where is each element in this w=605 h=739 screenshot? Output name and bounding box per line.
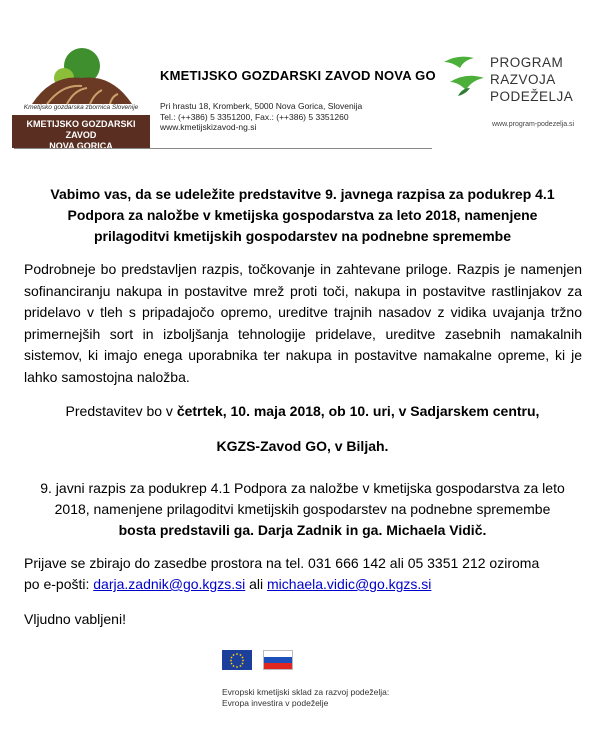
intro-paragraph: Podrobneje bo predstavljen razpis, točkovanje in zahtevane priloge. Razpis je namenjen sofinanciranju nakupa in postavitve mrež proti toči, nakupa in postavitve rastlinjakov za pridelavo v tleh s pripadajočo opremo, ureditve trajnih nasadov z vidika uvajanja tržno primernejših sort in izboljšanja tehnologije pridelave, ureditve zasebnih namakalnih sistemov, ki imajo enega uporabnika ter nakupa in postavitve namakalne opreme, ki je lahko samostojna naložba. <box>24 261 582 385</box>
event-when <box>10 401 595 422</box>
swallow-icon <box>440 48 488 108</box>
website: www.kmetijskizavod-ng.si <box>160 122 257 132</box>
program-title <box>490 54 573 105</box>
registration-line2 <box>24 574 431 595</box>
event-place: KGZS-Zavod GO, v Biljah. <box>216 438 389 454</box>
eu-flag-icon <box>222 650 252 670</box>
footer-line1: Evropski kmetijski sklad za razvoj podeželja: <box>222 687 390 697</box>
phone-fax: Tel.: (++386) 5 3351200, Fax.: (++386) 5 3351260 <box>160 111 349 122</box>
heading-line3: prilagoditvi kmetijskih gospodarstev na podnebne spremembe <box>94 228 511 244</box>
kgzs-logo-graphic <box>12 44 150 104</box>
email-link-darja[interactable]: darja.zadnik@go.kgzs.si <box>93 576 246 592</box>
email-between: ali <box>245 576 268 592</box>
logo-band-line2: NOVA GORICA <box>49 141 113 151</box>
logo-caption: Kmetijsko gozdarska zbornica Slovenije <box>23 104 139 111</box>
event-prefix: Predstavitev bo v <box>65 403 177 419</box>
eafrd-footer <box>222 687 389 709</box>
email-prefix: po e-pošti: <box>24 576 94 592</box>
registration-line1: Prijave se zbirajo do zasedbe prostora na tel. 031 666 142 ali 05 3351 212 oziroma <box>24 555 540 571</box>
invitation-heading <box>40 184 565 247</box>
event-date-place: četrtek, 10. maja 2018, ob 10. uri, v Sadjarskem centru, <box>176 403 540 419</box>
contact-block <box>160 101 362 133</box>
email-link-michaela[interactable]: michaela.vidic@go.kgzs.si <box>267 576 432 592</box>
program-logo <box>440 48 600 138</box>
logo-band-line1: KMETIJSKO GOZDARSKI ZAVOD <box>26 119 136 140</box>
logo-band <box>12 115 150 151</box>
presenters-line3: bosta predstavili ga. Darja Zadnik in ga. Michaela Vidič. <box>118 522 487 538</box>
org-name: KMETIJSKO GOZDARSKI ZAVOD NOVA GO <box>160 68 436 83</box>
footer-line2: Evropa investira v podeželje <box>222 698 329 708</box>
kgzs-logo <box>12 44 150 154</box>
address: Pri hrastu 18, Kromberk, 5000 Nova Gorica, Slovenija <box>160 101 363 111</box>
heading-line1: Vabimo vas, da se udeležite predstavitve 9. javnega razpisa za podukrep 4.1 <box>50 186 555 202</box>
presenters-line2: 2018, namenjene prilagoditvi kmetijskih gospodarstev na podnebne spremembe <box>54 501 551 517</box>
program-line1: PROGRAM <box>490 55 564 70</box>
program-line2: RAZVOJA <box>490 72 556 87</box>
presenters-block <box>10 478 595 541</box>
header-divider <box>14 148 432 149</box>
heading-line2: Podpora za naložbe v kmetijska gospodarstva za leto 2018, namenjene <box>67 207 538 223</box>
closing-text: Vljudno vabljeni! <box>24 611 126 627</box>
program-url: www.program-podezelja.si <box>492 121 575 128</box>
slovenia-flag-icon <box>263 650 293 670</box>
program-line3: PODEŽELJA <box>490 89 574 104</box>
presenters-line1: 9. javni razpis za podukrep 4.1 Podpora za naložbe v kmetijska gospodarstva za leto <box>40 480 565 496</box>
